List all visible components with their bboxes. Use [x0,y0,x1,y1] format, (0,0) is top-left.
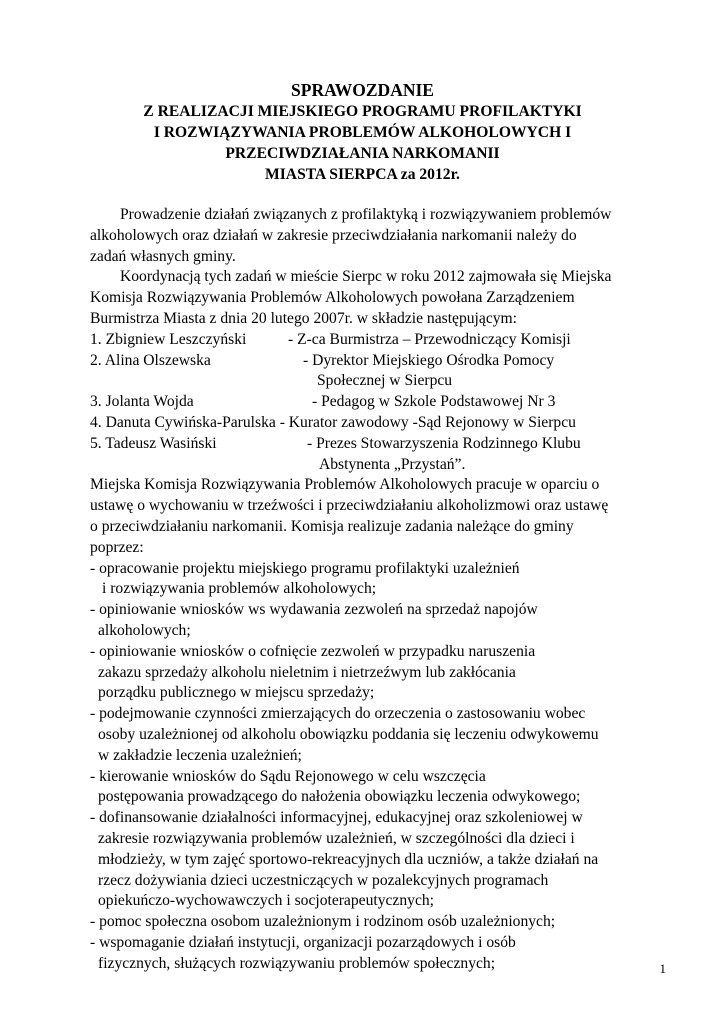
task-line-cont: rzecz dożywiania dzieci uczestniczących w pozalekcyjnych programach [98,871,549,889]
report-title: SPRAWOZDANIE [291,80,434,100]
intro-line: zadań własnych gminy. [90,247,236,265]
task-line-cont: osoby uzależnionej od alkoholu obowiązku poddania się leczeniu odwykowemu [98,725,599,743]
task-line: - pomoc społeczna osobom uzależnionym i rodzinom osób uzależnionych; [90,913,556,931]
intro-line: Koordynacją tych zadań w mieście Sierpc w roku 2012 zajmowała się Miejska [120,268,612,286]
task-line: - opracowanie projektu miejskiego programu profilaktyki uzależnień [90,559,520,577]
task-line-cont: postępowania prowadzącego do nałożenia obowiązku leczenia odwykowego; [98,788,581,806]
member-role: - Dyrektor Miejskiego Ośrodka Pomocy [303,351,555,369]
report-body [90,205,670,974]
page-number: 1 [659,961,666,976]
task-line: - opiniowanie wniosków o cofnięcie zezwoleń w przypadku naruszenia [90,642,536,660]
paragraph-line: o przeciwdziałaniu narkomanii. Komisja realizuje zadania należące do gminy [90,517,574,535]
member-role: - Prezes Stowarzyszenia Rodzinnego Klubu [307,434,581,452]
member-role-continued: Społecznej w Sierpcu [317,372,453,390]
task-line-cont: porządku publicznego w miejscu sprzedaży; [98,684,375,702]
member-role: - Kurator zawodowy -Sąd Rejonowy w Sierpcu [275,413,576,431]
task-line: - kierowanie wniosków do Sądu Rejonowego w celu wszczęcia [90,767,486,785]
committee-member [90,434,670,455]
committee-member [90,392,670,413]
intro-line: Burmistrza Miasta z dnia 20 lutego 2007r. w składzie następującym: [90,309,517,327]
member-name: 4. Danuta Cywińska-Parulska [90,413,276,431]
paragraph-line: Miejska Komisja Rozwiązywania Problemów Alkoholowych pracuje w oparciu o [90,476,600,494]
committee-member [90,351,670,372]
task-line-cont: młodzieży, w tym zajęć sportowo-rekreacyjnych dla uczniów, a także działań na [98,850,599,868]
task-line-cont: fizycznych, służących rozwiązywaniu problemów społecznych; [98,954,496,972]
member-name: 3. Jolanta Wojda [90,393,194,411]
task-line: - podejmowanie czynności zmierzających do orzeczenia o zastosowaniu wobec [90,705,586,723]
task-line-cont: w zakładzie leczenia uzależnień; [98,746,302,764]
member-name: 5. Tadeusz Wasiński [90,434,217,452]
task-line: - wspomaganie działań instytucji, organizacji pozarządowych i osób [90,933,516,951]
intro-line: Komisja Rozwiązywania Problemów Alkoholowych powołana Zarządzeniem [90,289,575,307]
paragraph-line: poprzez: [90,538,144,556]
paragraph-line: ustawę o wychowaniu w trzeźwości i przeciwdziałaniu alkoholizmowi oraz ustawę [90,497,609,515]
task-line-cont: i rozwiązywania problemów alkoholowych; [102,580,377,598]
member-role-continued: Abstynenta „Przystań”. [319,455,466,473]
task-line: - dofinansowanie działalności informacyjnej, edukacyjnej oraz szkoleniowej w [90,809,583,827]
task-line-cont: zakresie rozwiązywania problemów uzależnień, w szczególności dla dzieci i [98,829,575,847]
intro-line: Prowadzenie działań związanych z profilaktyką i rozwiązywaniem problemów [120,206,612,223]
report-subtitle-line: MIASTA SIERPCA za 2012r. [265,166,460,183]
report-subtitle-line: I ROZWIĄZYWANIA PROBLEMÓW ALKOHOLOWYCH I [153,124,572,141]
task-line-cont: opiekuńczo-wychowawczych i socjoterapeutycznych; [98,892,434,910]
report-header [0,80,725,185]
task-line-cont: alkoholowych; [98,621,191,639]
member-name: 2. Alina Olszewska [90,351,211,369]
member-role: - Z-ca Burmistrza – Przewodniczący Komisji [288,330,571,348]
report-subtitle-line: PRZECIWDZIAŁANIA NARKOMANII [225,145,500,162]
member-role: - Pedagog w Szkole Podstawowej Nr 3 [312,393,556,411]
member-name: 1. Zbigniew Leszczyński [90,330,247,348]
task-line: - opiniowanie wniosków ws wydawania zezwoleń na sprzedaż napojów [90,601,538,619]
report-subtitle-line: Z REALIZACJI MIEJSKIEGO PROGRAMU PROFILAKTYKI [143,103,582,120]
intro-line: alkoholowych oraz działań w zakresie przeciwdziałania narkomanii należy do [90,226,577,244]
committee-member [90,413,670,434]
task-line-cont: zakazu sprzedaży alkoholu nieletnim i nietrzeźwym lub zakłócania [98,663,516,681]
committee-member [90,330,670,351]
